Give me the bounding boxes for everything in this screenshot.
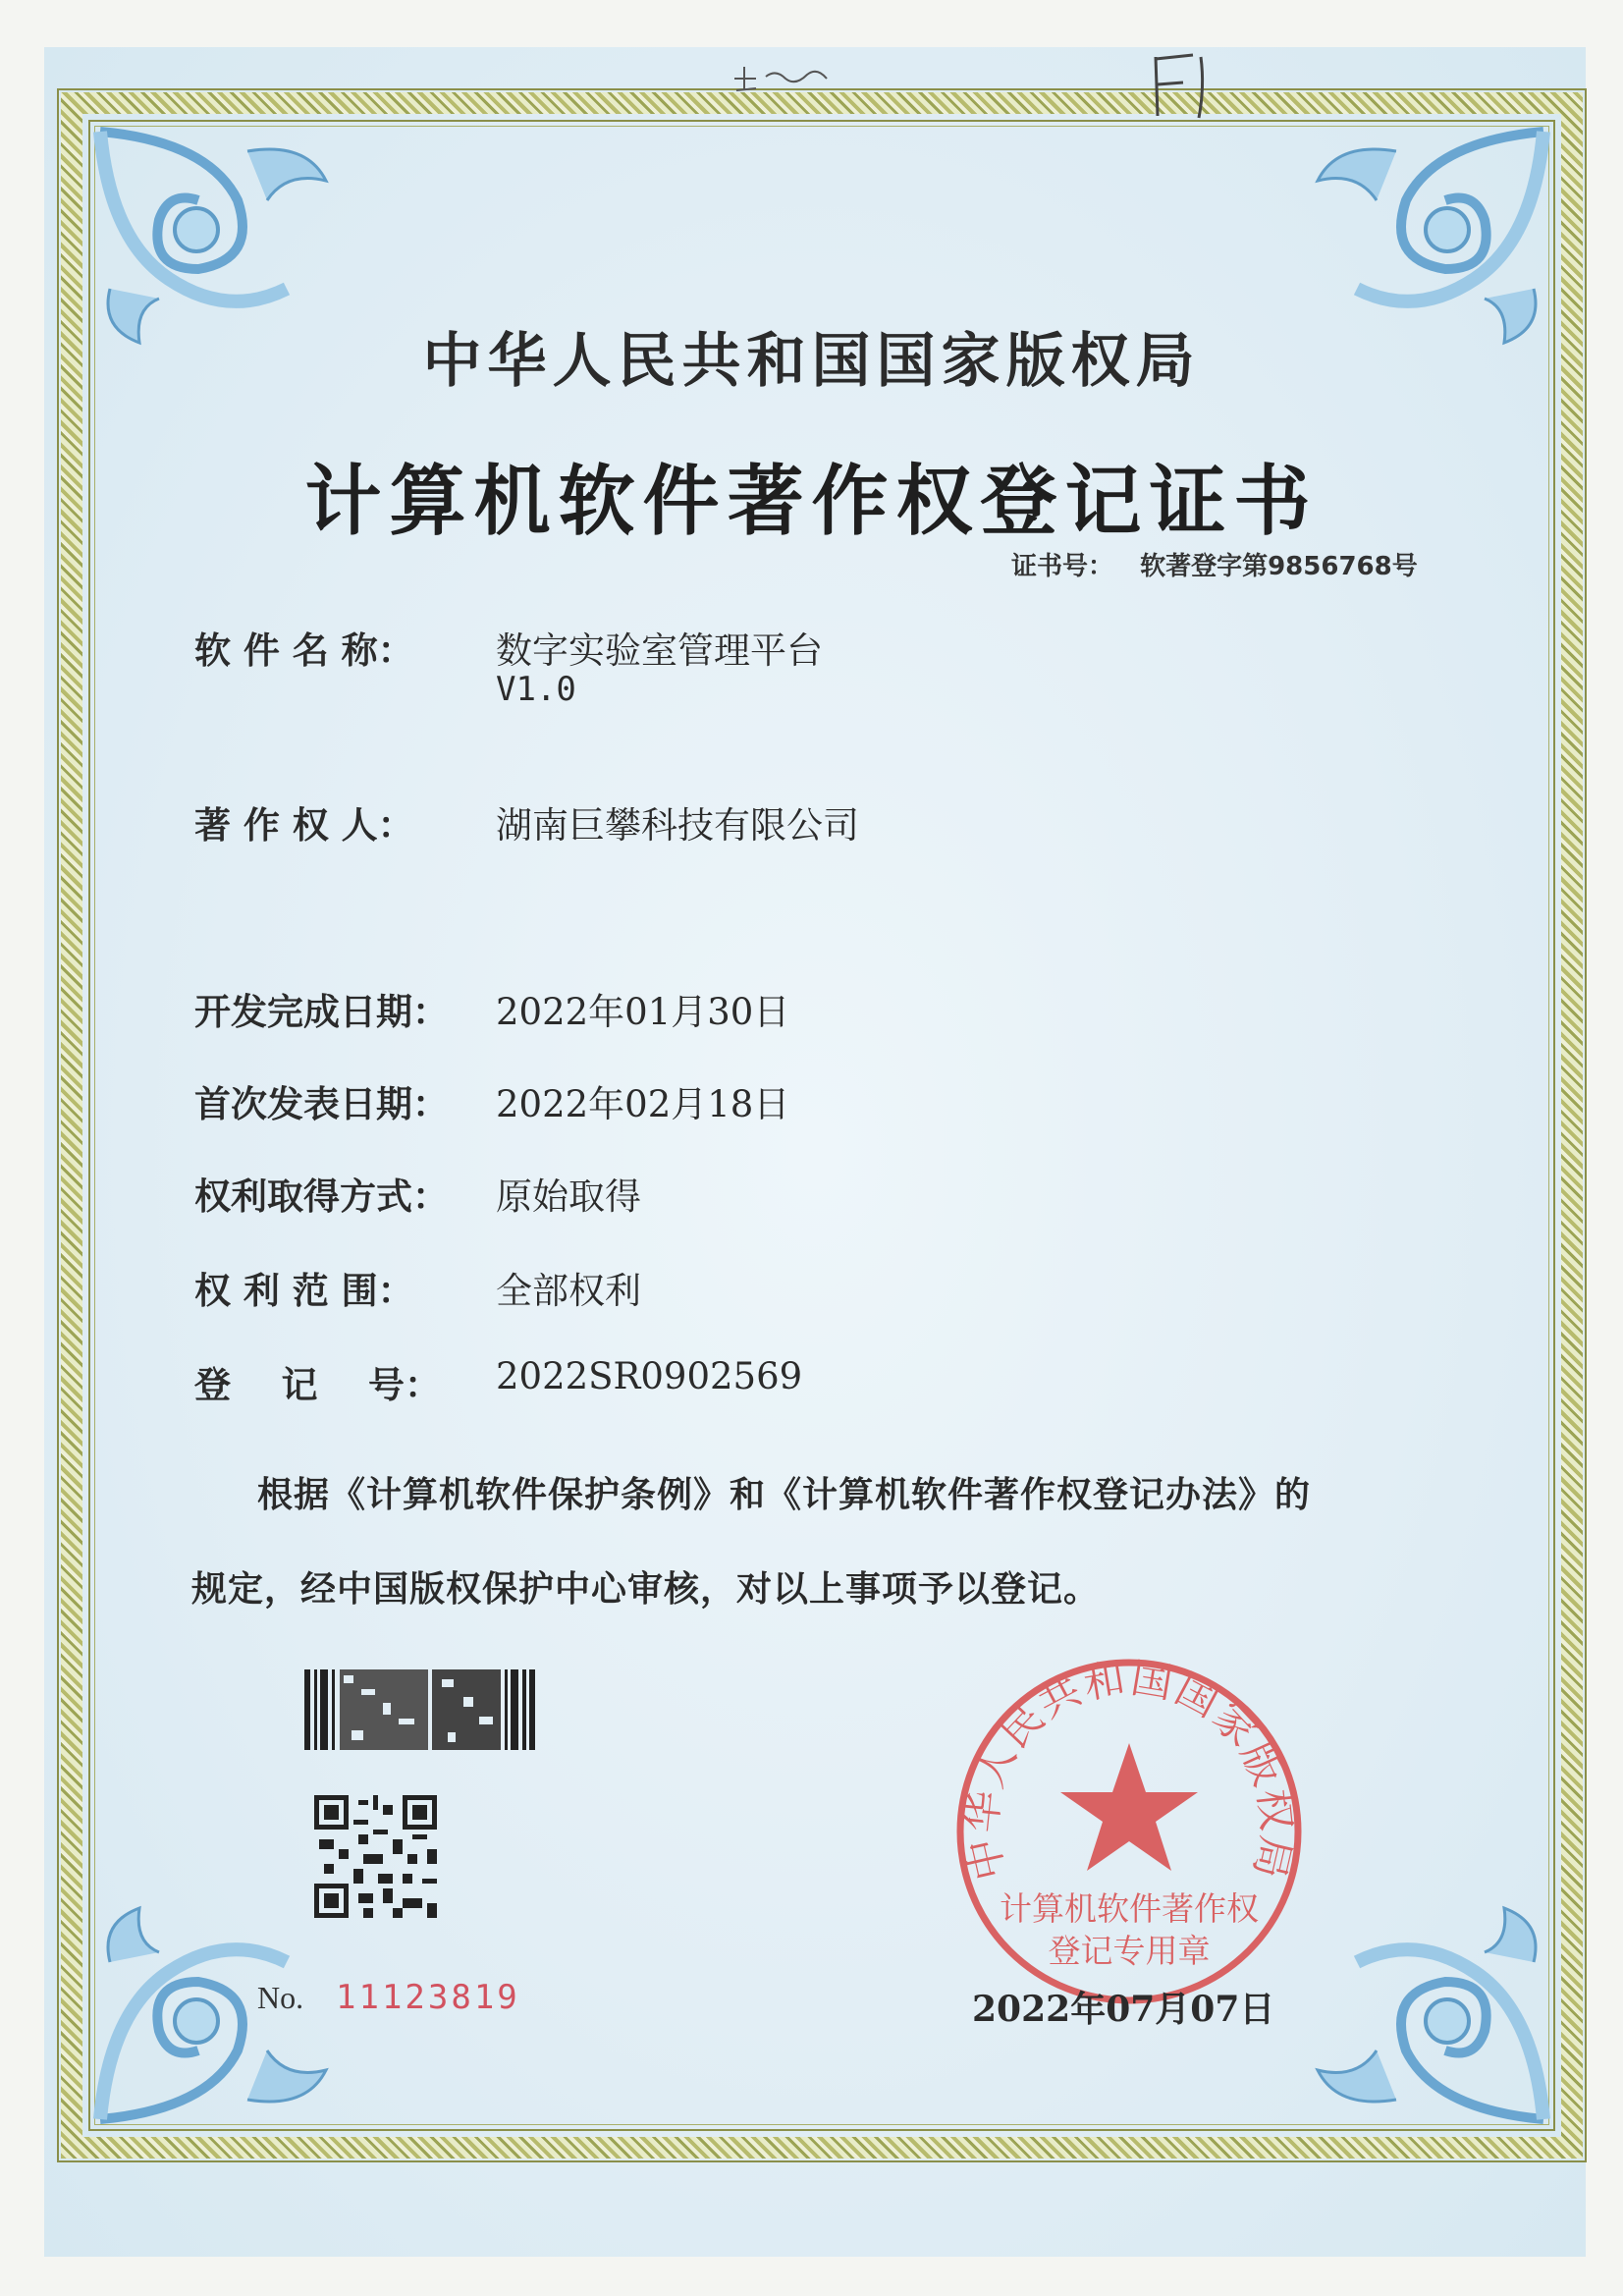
field-label-registration-number: 登 记 号： xyxy=(194,1363,442,1406)
handwritten-mark xyxy=(727,49,835,98)
field-label-acquisition-method: 权利取得方式： xyxy=(194,1175,449,1218)
official-seal xyxy=(947,1650,1311,2013)
basis-text-line-2: 规定，经中国版权保护中心审核，对以上事项予以登记。 xyxy=(191,1568,1101,1610)
serial-number-label: No. xyxy=(257,1980,304,2015)
handwritten-mark-f xyxy=(1144,47,1222,126)
serial-number: 11123819 xyxy=(336,1978,520,2017)
field-value-owner: 湖南巨攀科技有限公司 xyxy=(496,804,859,847)
certificate-number-label: 证书号： xyxy=(1011,552,1114,581)
authority-title: 中华人民共和国国家版权局 xyxy=(422,327,1201,396)
issue-date: 2022年07月07日 xyxy=(972,1989,1275,2030)
field-value-rights-scope: 全部权利 xyxy=(496,1270,641,1312)
certificate-title: 计算机软件著作权登记证书 xyxy=(304,457,1319,546)
basis-text-line-1: 根据《计算机软件保护条例》和《计算机软件著作权登记办法》的 xyxy=(257,1474,1312,1515)
field-label-software-name: 软 件 名 称： xyxy=(194,629,414,672)
field-label-publication-date: 首次发表日期： xyxy=(194,1082,449,1125)
field-value-software-version: V1.0 xyxy=(496,670,576,709)
seal-center-line-1: 计算机软件著作权 xyxy=(1000,1889,1259,1928)
field-value-acquisition-method: 原始取得 xyxy=(496,1175,641,1218)
field-label-completion-date: 开发完成日期： xyxy=(194,990,449,1033)
field-value-publication-date: 2022年02月18日 xyxy=(496,1083,790,1125)
field-label-owner: 著 作 权 人： xyxy=(194,803,414,847)
qr-code xyxy=(314,1795,437,1918)
field-value-registration-number: 2022SR0902569 xyxy=(496,1355,803,1397)
seal-ring-text: 中华人民共和国国家版权局 xyxy=(956,1653,1302,1886)
seal-center-line-2: 登记专用章 xyxy=(1048,1932,1211,1970)
field-label-rights-scope: 权 利 范 围： xyxy=(194,1269,414,1312)
corner-ornament-bottom-left xyxy=(90,1903,346,2129)
seal-star-icon xyxy=(1060,1743,1198,1871)
certificate-number-value: 软著登字第9856768号 xyxy=(1140,552,1418,581)
field-value-completion-date: 2022年01月30日 xyxy=(496,991,790,1033)
field-value-software-name: 数字实验室管理平台 xyxy=(496,629,823,672)
barcode xyxy=(304,1669,535,1750)
corner-ornament-bottom-right xyxy=(1298,1903,1553,2129)
certificate-number xyxy=(1011,546,1418,582)
